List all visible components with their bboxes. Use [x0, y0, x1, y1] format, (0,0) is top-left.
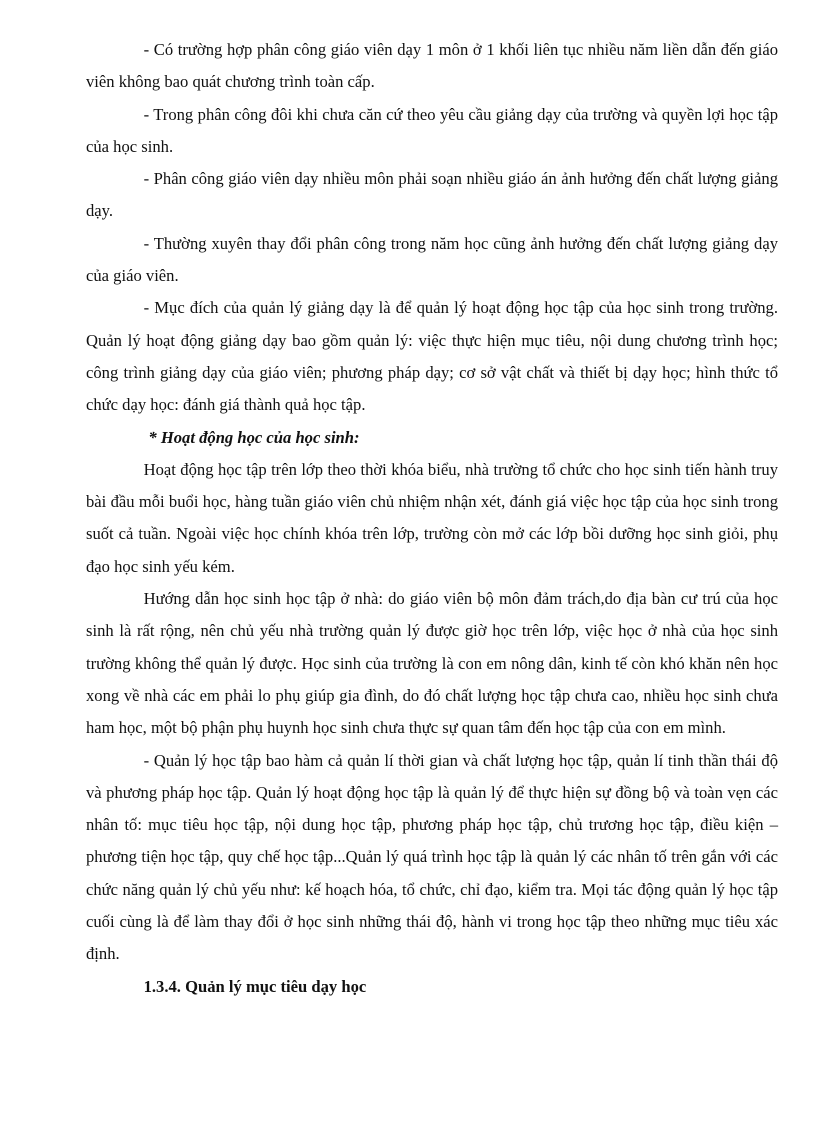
subheading-student-activity: * Hoạt động học của học sinh:: [148, 427, 360, 447]
paragraph-teaching-management-purpose: - Mục đích của quản lý giảng dạy là để quản lý hoạt động học tập của học sinh trong trường. Quản lý hoạt động giảng dạy bao gồm quản lý: việc thực hiện mục tiêu, nội dung chương trình học; công trình giảng dạy của giáo viên; phương pháp dạy; cơ sở vật chất và thiết bị dạy học; hình thức tổ chức dạy học: đánh giá thành quả học tập.: [86, 298, 778, 415]
paragraph-learning-management: - Quản lý học tập bao hàm cả quản lí thời gian và chất lượng học tập, quản lí tinh thần thái độ và phương pháp học tập. Quản lý hoạt động học tập là quản lý để thực hiện sự đồng bộ và toàn vẹn các nhân tố: mục tiêu học tập, nội dung học tập, phương pháp học tập, chủ trương học tập, điều kiện – phương tiện học tập, quy chế học tập...Quản lý quá trình học tập là quản lý các nhân tố trên gắn với các chức năng quản lý chủ yếu như: kế hoạch hóa, tổ chức, chỉ đạo, kiểm tra. Mọi tác động quản lý học tập cuối cùng là để làm thay đổi ở học sinh những thái độ, hành vi trong học tập theo những mục tiêu xác định.: [86, 750, 778, 964]
document-body: [86, 34, 778, 1003]
paragraph-multiple-subjects: - Phân công giáo viên dạy nhiều môn phải soạn nhiều giáo án ảnh hưởng đến chất lượng giảng dạy.: [86, 169, 778, 221]
paragraph-assignment-requirements: - Trong phân công đôi khi chưa căn cứ theo yêu cầu giảng dạy của trường và quyền lợi học tập của học sinh.: [86, 104, 778, 156]
paragraph-home-study: Hướng dẫn học sinh học tập ở nhà: do giáo viên bộ môn đảm trách,do địa bàn cư trú của học sinh là rất rộng, nên chủ yếu nhà trường quản lý được giờ học trên lớp, việc học ở nhà của học sinh trường không thể quản lý được. Học sinh của trường là con em nông dân, kinh tế còn khó khăn nên học xong về nhà các em phải lo phụ giúp gia đình, do đó chất lượng học tập chưa cao, nhiều học sinh chưa ham học, một bộ phận phụ huynh học sinh chưa thực sự quan tâm đến học tập của con em mình.: [86, 589, 778, 738]
paragraph-classroom-activity: Hoạt động học tập trên lớp theo thời khóa biểu, nhà trường tổ chức cho học sinh tiến hành truy bài đầu mỗi buổi học, hàng tuần giáo viên chủ nhiệm nhận xét, đánh giá việc học tập của học sinh trong suốt cả tuần. Ngoài việc học chính khóa trên lớp, trường còn mở các lớp bồi dưỡng học sinh giỏi, phụ đạo học sinh yếu kém.: [86, 459, 778, 576]
section-heading: 1.3.4. Quản lý mục tiêu dạy học: [143, 976, 367, 996]
paragraph-frequent-changes: - Thường xuyên thay đổi phân công trong năm học cũng ảnh hưởng đến chất lượng giảng dạy của giáo viên.: [86, 233, 778, 286]
paragraph-assignment-one-subject: - Có trường hợp phân công giáo viên dạy 1 môn ở 1 khối liên tục nhiều năm liền dẫn đến giáo viên không bao quát chương trình toàn cấp.: [86, 40, 778, 92]
